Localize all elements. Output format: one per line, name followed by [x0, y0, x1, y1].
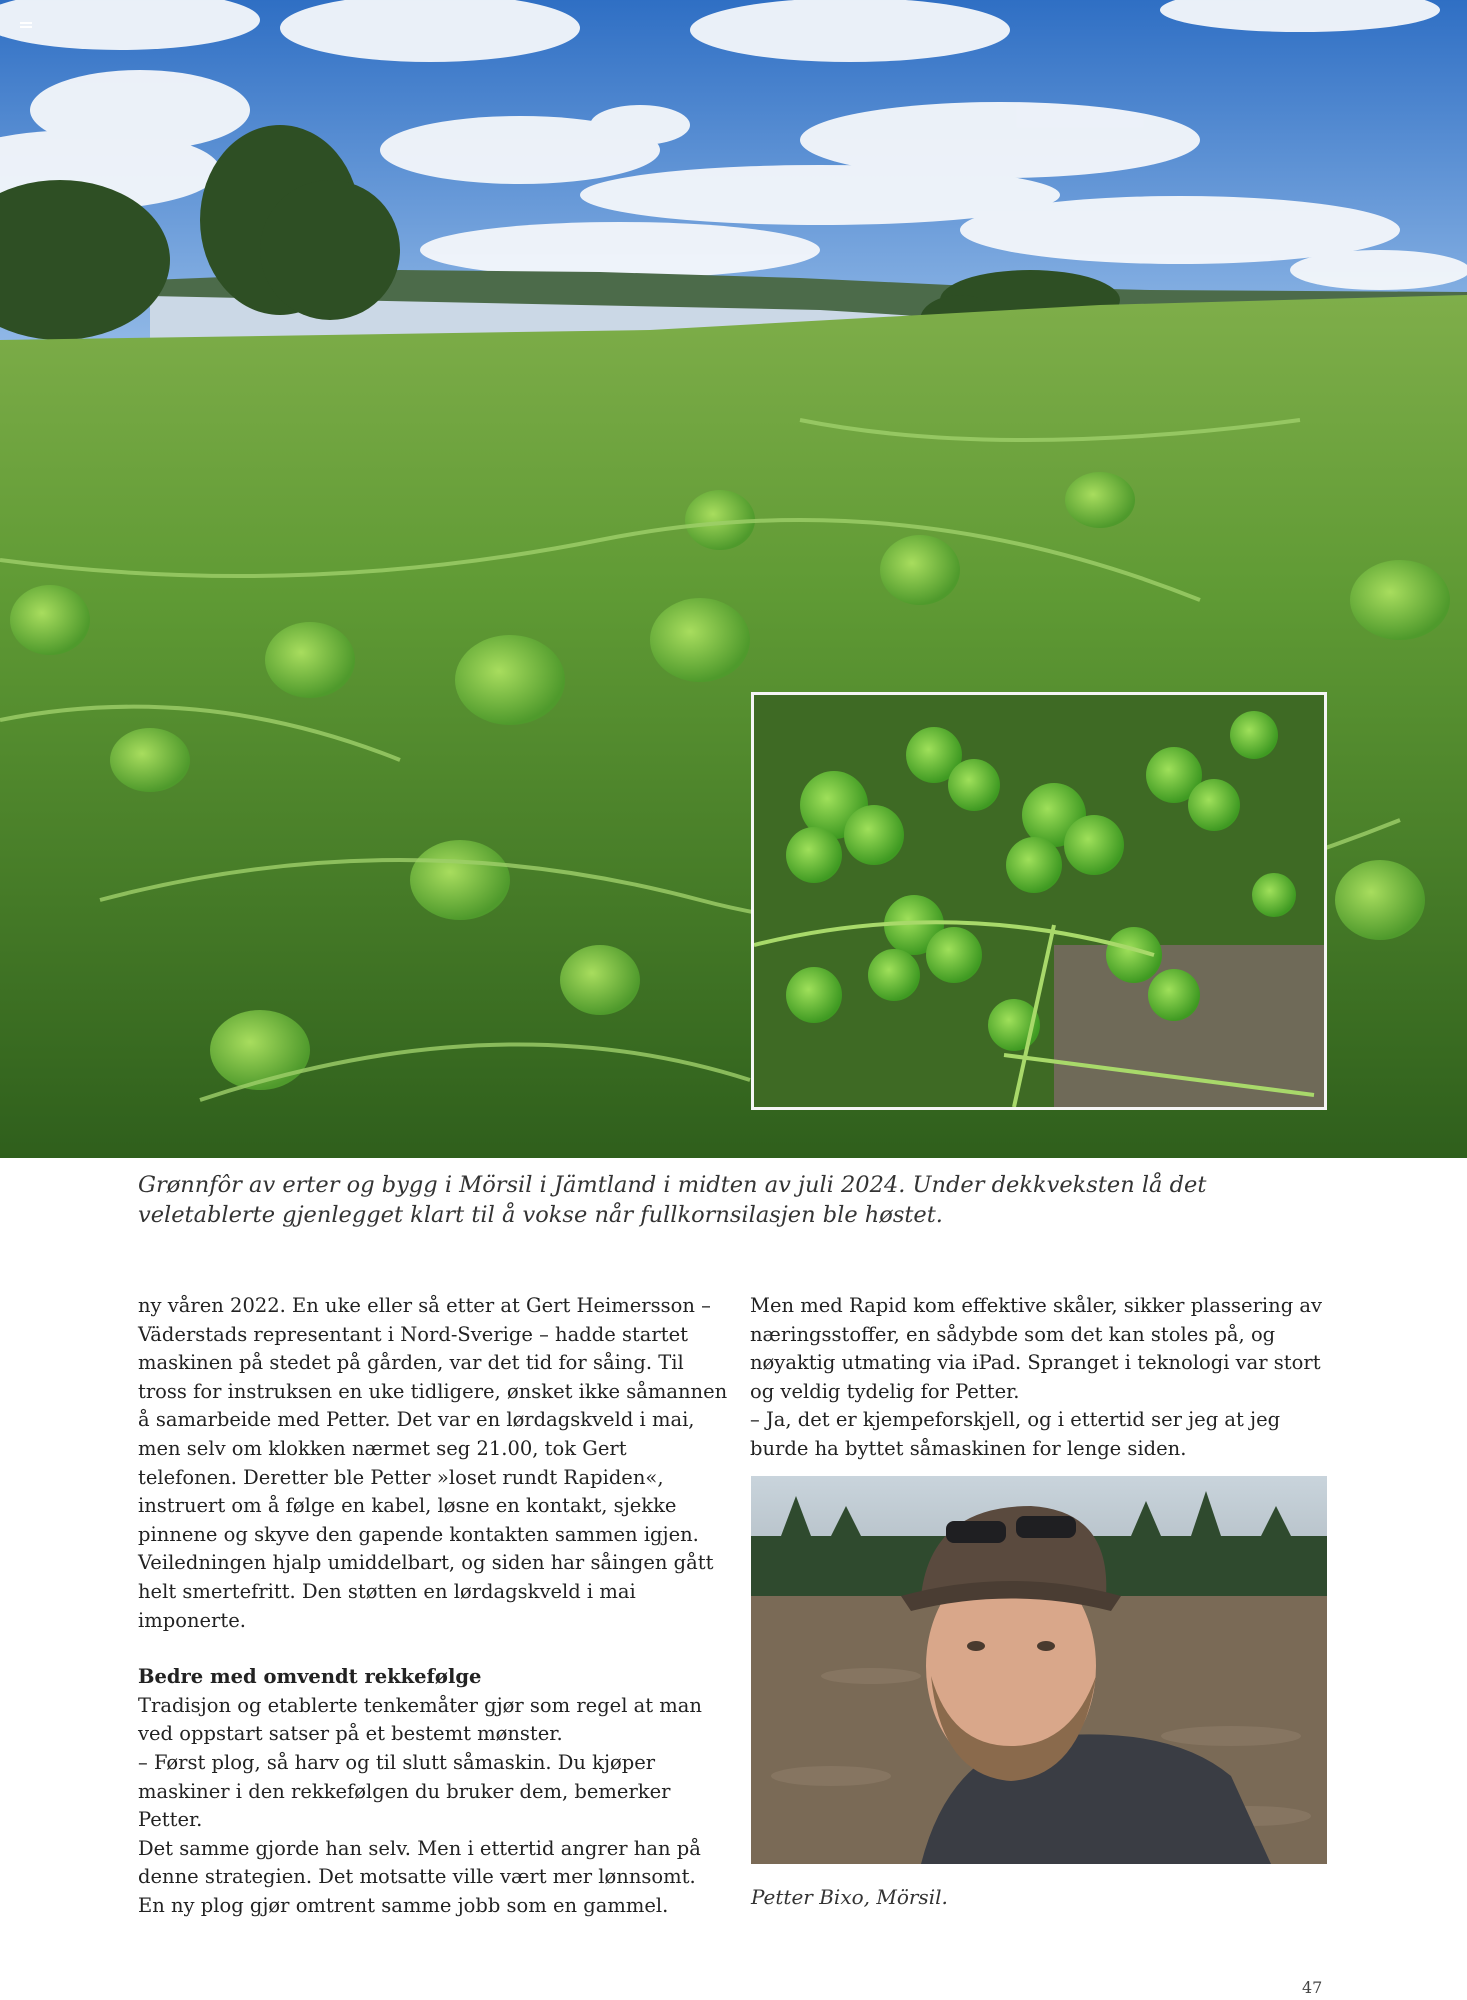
article-right-column: [750, 1292, 1340, 1464]
paragraph: ny våren 2022. En uke eller så etter at Gert Heimersson – Väderstads representant i Nord-Sverige – hadde startet maskinen på stedet på gården, var det tid for såing. Til tross for instruksen en uke tidligere, ønsket ikke såmannen å samarbeide med Petter. Det var en lørdagskveld i mai, men selv om klokken nærmet seg 21.00, tok Gert telefonen. Deretter ble Petter »loset rundt Rapiden«, instruert om å følge en kabel, løsne en kontakt, sjekke pinnene og skyve den gapende kontakten sammen igjen. Veiledningen hjalp umiddelbart, og siden har såingen gått helt smertefritt. Den støtten en lørdagskveld i mai imponerte.: [138, 1294, 728, 1632]
subheading: Bedre med omvendt rekkefølge: [138, 1665, 482, 1689]
clover-inset-photo: [751, 692, 1327, 1110]
portrait-image: [751, 1476, 1327, 1864]
page-number: 47: [1302, 1978, 1323, 1997]
paragraph: Tradisjon og etablerte tenkemåter gjør som regel at man ved oppstart satser på et bestemt mønster.: [138, 1693, 702, 1746]
clover-image: [754, 695, 1324, 1107]
paragraph: – Først plog, så harv og til slutt såmaskin. Du kjøper maskiner i den rekkefølgen du bruker dem, bemerker Petter.: [138, 1750, 671, 1832]
menu-icon[interactable]: [20, 22, 32, 32]
paragraph: Det samme gjorde han selv. Men i ettertid angrer han på denne strategien. Det motsatte ville vært mer lønnsomt. En ny plog gjør omtrent samme jobb som en gammel.: [138, 1836, 701, 1917]
article-left-column: [138, 1292, 728, 1920]
figure-caption: Grønnfôr av erter og bygg i Mörsil i Jämtland i midten av juli 2024. Under dekkveksten lå det veletablerte gjenlegget klart til å vokse når fullkornsilasjen ble høstet.: [138, 1172, 1207, 1228]
paragraph: Men med Rapid kom effektive skåler, sikker plassering av næringsstoffer, en sådybde som det kan stoles på, og nøyaktig utmating via iPad. Spranget i teknologi var stort og veldig tydelig for Petter.: [750, 1294, 1323, 1403]
portrait-caption: Petter Bixo, Mörsil.: [751, 1885, 948, 1909]
paragraph: – Ja, det er kjempeforskjell, og i ettertid ser jeg at jeg burde ha byttet såmaskinen for lenge siden.: [750, 1408, 1281, 1460]
portrait-photo: [751, 1476, 1327, 1864]
